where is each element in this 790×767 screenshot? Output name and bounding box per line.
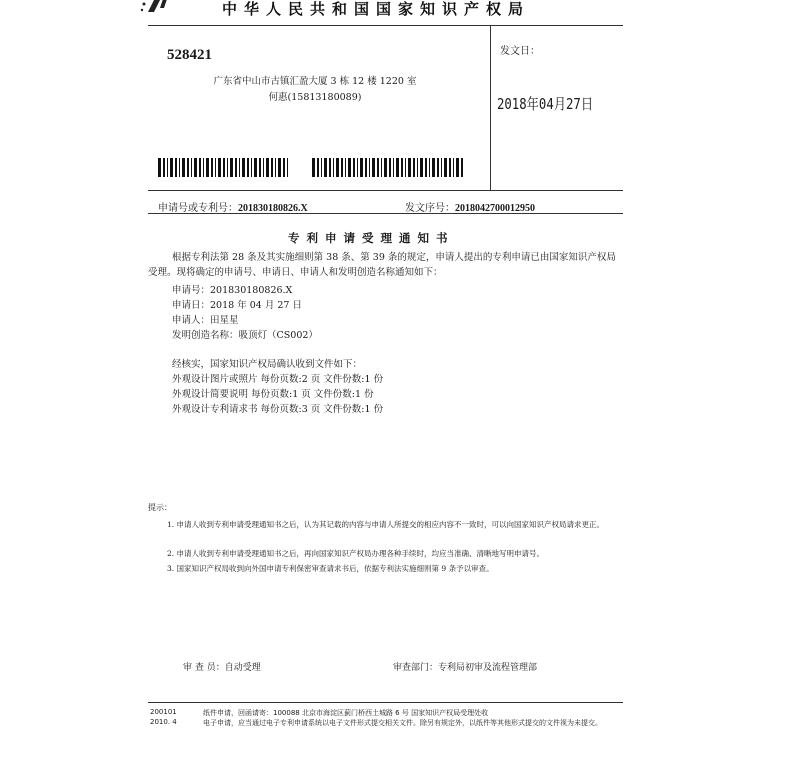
office-name: 中华人民共和国国家知识产权局 — [222, 0, 531, 18]
file-item: 外观设计专利请求书 每份页数:3 页 文件份数:1 份 — [172, 404, 384, 415]
field-invention-name: 发明创造名称：吸顶灯（CS002） — [172, 330, 318, 341]
tip-item: 3. 国家知识产权局收到向外国申请专利保密审查请求书后，依据专利法实施细则第 9 条予以审查。 — [167, 564, 494, 573]
dispatch-date-label: 发文日： — [500, 46, 540, 57]
form-code: 200101 — [150, 708, 177, 716]
recipient-contact: 何惠(15813180089) — [268, 92, 362, 103]
footer-electronic-note: 电子申请，应当通过电子专利申请系统以电子文件形式提交相关文件。除另有规定外，以纸件等其他形式提交的文件视为未提交。 — [203, 719, 602, 727]
application-number-value: 201830180826.X — [238, 203, 308, 214]
application-number — [158, 199, 308, 214]
field-application-date: 申请日：2018 年 04 月 27 日 — [172, 300, 302, 311]
field-applicant: 申请人：田星星 — [172, 315, 239, 326]
serial-number-label: 发文序号： — [405, 203, 455, 214]
file-item: 外观设计简要说明 每份页数:1 页 文件份数:1 份 — [172, 389, 374, 400]
serial-number — [405, 199, 535, 214]
dispatch-date: 2018年04月27日 — [497, 95, 594, 113]
footer-rule — [148, 702, 623, 703]
tips-heading: 提示： — [148, 503, 172, 512]
examiner: 审 查 员：自动受理 — [183, 663, 261, 673]
files-intro: 经核实，国家知识产权局确认收到文件如下： — [172, 359, 363, 370]
column-divider — [490, 25, 491, 190]
footer-paper-note: 纸件申请，回函请寄：100088 北京市海淀区蓟门桥西土城路 6 号 国家知识产权局受理处收 — [203, 709, 489, 717]
notice-title: 专利申请受理通知书 — [288, 231, 455, 245]
tip-item: 1. 申请人收到专利申请受理通知书之后，认为其记载的内容与申请人所提交的相应内容不一致时，可以向国家知识产权局请求更正。 — [167, 520, 605, 529]
barcode-right — [312, 158, 464, 177]
file-item: 外观设计图片或照片 每份页数:2 页 文件份数:1 份 — [172, 374, 384, 385]
notice-intro: 根据专利法第 28 条及其实施细则第 38 条、第 39 条的规定，申请人提出的专利申请已由国家知识产权局受理。现将确定的申请号、申请日、申请人和发明创造名称通知如下： — [148, 252, 616, 278]
header-rule — [148, 25, 623, 26]
examining-department: 审查部门：专利局初审及流程管理部 — [393, 663, 538, 673]
form-version: 2010. 4 — [150, 718, 177, 726]
field-application-number: 申请号：201830180826.X — [172, 285, 293, 296]
barcode-left — [158, 158, 288, 177]
recipient-address: 广东省中山市古镇汇盈大厦 3 栋 12 楼 1220 室 — [213, 76, 417, 87]
tip-item: 2. 申请人收到专利申请受理通知书之后，再向国家知识产权局办理各种手续时，均应当准确、清晰地写明申请号。 — [167, 549, 545, 558]
postal-code: 528421 — [167, 47, 212, 63]
serial-number-value: 2018042700012950 — [455, 203, 535, 214]
meta-top-rule — [148, 190, 623, 191]
office-logo-icon — [138, 0, 182, 18]
application-number-label: 申请号或专利号： — [158, 203, 238, 214]
